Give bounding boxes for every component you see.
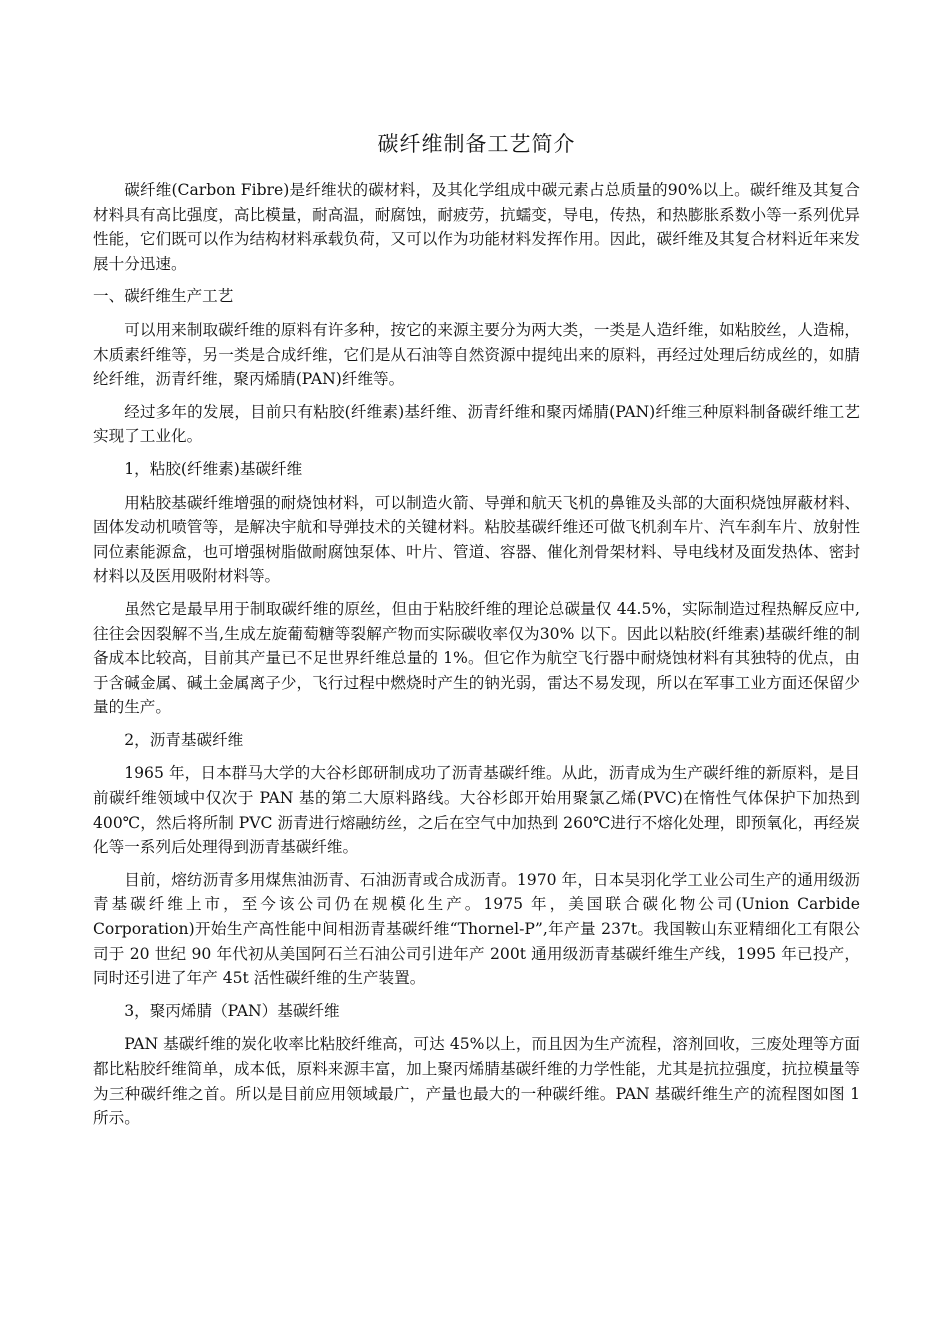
pitch-current-paragraph: 目前，熔纺沥青多用煤焦油沥青、石油沥青或合成沥青。1970 年，日本吴羽化学工业公司生产的通用级沥青基碳纤维上市，至今该公司仍在规模化生产。1975 年，美国联合碳化物公司(Union Carbide Corporation)开始生产高性能中间相沥青基碳纤维“Thornel-P”,年产量 237t。我国鞍山东亚精细化工有限公司于 20 世纪 90 年代初从美国阿石兰石油公司引进年产 200t 通用级沥青基碳纤维生产线，1995 年已投产，同时还引进了年产 45t 活性碳纤维的生产装置。 [93,870,860,988]
document-title: 碳纤维制备工艺简介 [377,132,576,156]
raw-materials-paragraph: 可以用来制取碳纤维的原料有许多种，按它的来源主要分为两大类，一类是人造纤维，如粘胶丝，人造棉，木质素纤维等，另一类是合成纤维，它们是从石油等自然资源中提纯出来的原料，再经过处理后纺成丝的，如腈纶纤维，沥青纤维，聚丙烯腈(PAN)纤维等。 [93,320,860,389]
pitch-history-paragraph: 1965 年，日本群马大学的大谷杉郎研制成功了沥青基碳纤维。从此，沥青成为生产碳纤维的新原料，是目前碳纤维领域中仅次于 PAN 基的第二大原料路线。大谷杉郎开始用聚氯乙烯(PVC)在惰性气体保护下加热到 400℃，然后将所制 PVC 沥青进行熔融纺丝，之后在空气中加热到 260℃进行不熔化处理，即预氧化，再经炭化等一系列后处理得到沥青基碳纤维。 [93,764,860,857]
subsection-heading-pitch: 2，沥青基碳纤维 [124,730,244,749]
document-body [93,178,860,1139]
section-heading-production: 一、碳纤维生产工艺 [93,287,234,306]
subsection-heading-pan: 3，聚丙烯腈（PAN）基碳纤维 [124,1001,340,1020]
viscose-applications-paragraph: 用粘胶基碳纤维增强的耐烧蚀材料，可以制造火箭、导弹和航天飞机的鼻锥及头部的大面积烧蚀屏蔽材料、固体发动机喷管等，是解决宇航和导弹技术的关键材料。粘胶基碳纤维还可做飞机刹车片、汽车刹车片、放射性同位素能源盒，也可增强树脂做耐腐蚀泵体、叶片、管道、容器、催化剂骨架材料、导电线材及面发热体、密封材料以及医用吸附材料等。 [93,493,860,586]
subsection-heading-viscose: 1，粘胶(纤维素)基碳纤维 [124,459,303,478]
industrialization-paragraph: 经过多年的发展，目前只有粘胶(纤维素)基纤维、沥青纤维和聚丙烯腈(PAN)纤维三种原料制备碳纤维工艺实现了工业化。 [93,402,860,446]
intro-paragraph: 碳纤维(Carbon Fibre)是纤维状的碳材料，及其化学组成中碳元素占总质量的90%以上。碳纤维及其复合材料具有高比强度，高比模量，耐高温，耐腐蚀，耐疲劳，抗蠕变，导电，传热，和热膨胀系数小等一系列优异性能，它们既可以作为结构材料承载负荷，又可以作为功能材料发挥作用。因此，碳纤维及其复合材料近年来发展十分迅速。 [93,181,860,273]
viscose-limitations-paragraph: 虽然它是最早用于制取碳纤维的原丝，但由于粘胶纤维的理论总碳量仅 44.5%，实际制造过程热解反应中,往往会因裂解不当,生成左旋葡萄糖等裂解产物而实际碳收率仅为30% 以下。因此以粘胶(纤维素)基碳纤维的制备成本比较高，目前其产量已不足世界纤维总量的 1%。但它作为航空飞行器中耐烧蚀材料有其独特的优点，由于含碱金属、碱土金属离子少，飞行过程中燃烧时产生的钠光弱，雷达不易发现，所以在军事工业方面还保留少量的生产。 [93,599,860,717]
pan-paragraph: PAN 基碳纤维的炭化收率比粘胶纤维高，可达 45%以上，而且因为生产流程，溶剂回收，三废处理等方面都比粘胶纤维简单，成本低，原料来源丰富，加上聚丙烯腈基碳纤维的力学性能，尤其是抗拉强度，抗拉模量等为三种碳纤维之首。所以是目前应用领域最广，产量也最大的一种碳纤维。PAN 基碳纤维生产的流程图如图 1 所示。 [93,1035,860,1128]
